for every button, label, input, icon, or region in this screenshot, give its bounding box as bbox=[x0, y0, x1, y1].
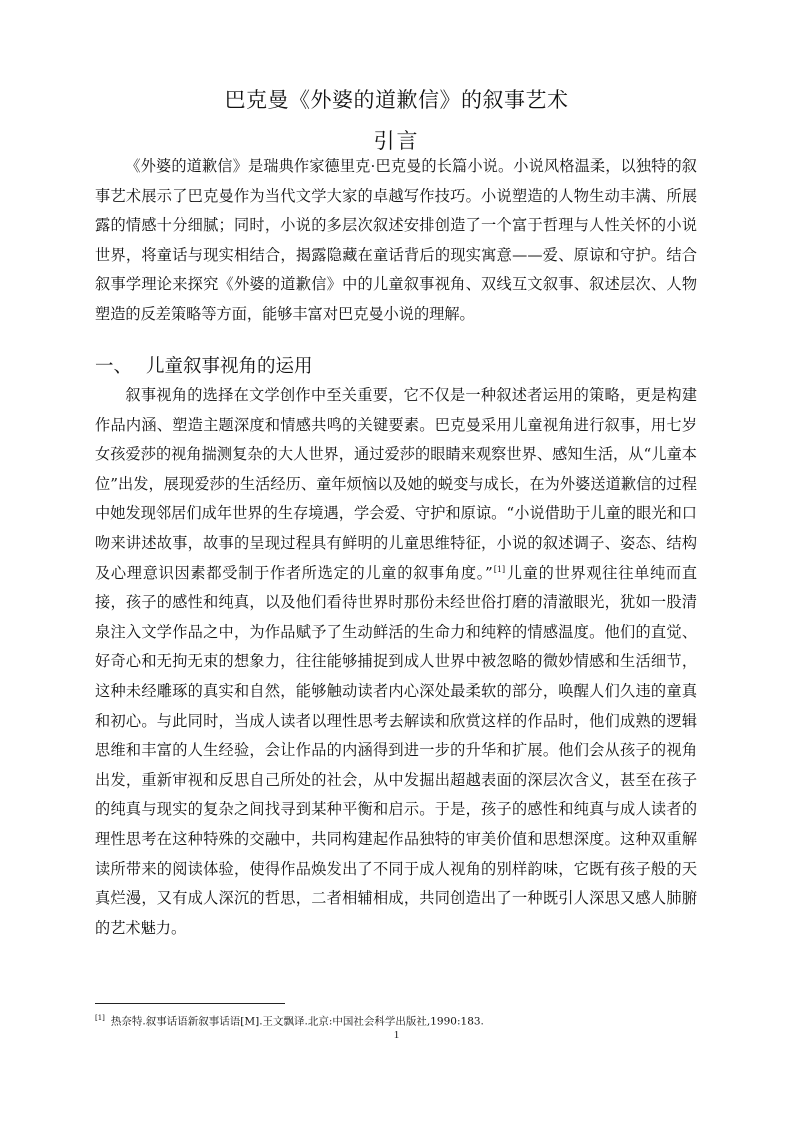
footnote-text: 热奈特.叙事话语新叙事话语[M].王文飘译.北京:中国社会科学出版社,1990:183. bbox=[110, 1015, 484, 1028]
footnote-separator bbox=[95, 1003, 285, 1004]
document-title: 巴克曼《外婆的道歉信》的叙事艺术 bbox=[224, 88, 569, 112]
footnote-1 bbox=[95, 1011, 484, 1029]
section-heading-1 bbox=[95, 353, 313, 381]
paragraph-text-after-citation: 儿童的世界观往往单纯而直接，孩子的感性和纯真，以及他们看待世界时那份未经世俗打磨的清澈眼光，犹如一股清泉注入文学作品之中，为作品赋予了生动鲜活的生命力和纯粹的情感温度。他们的直觉、好奇心和无拘无束的想象力，往往能够捕捉到成人世界中被忽略的微妙情感和生活细节，这种未经雕琢的真实和自然，能够触动读者内心深处最柔软的部分，唤醒人们久违的童真和初心。与此同时，当成人读者以理性思考去解读和欣赏这样的作品时，他们成熟的逻辑思维和丰富的人生经验，会让作品的内涵得到进一步的升华和扩展。他们会从孩子的视角出发，重新审视和反思自己所处的社会，从中发掘出超越表面的深层次含义，甚至在孩子的纯真与现实的复杂之间找寻到某种平衡和启示。于是，孩子的感性和纯真与成人读者的理性思考在这种特殊的交融中，共同构建起作品独特的审美价值和思想深度。这种双重解读所带来的阅读体验，使得作品焕发出了不同于成人视角的别样韵味，它既有孩子般的天真烂漫，又有成人深沉的哲思，二者相辅相成，共同创造出了一种既引人深思又感人肺腑的艺术魅力。 bbox=[95, 563, 698, 937]
section-heading-introduction: 引言 bbox=[373, 129, 420, 153]
section-number: 一、 bbox=[95, 356, 133, 377]
section-1-paragraph bbox=[95, 381, 697, 943]
citation-ref-1[interactable]: [1] bbox=[493, 564, 506, 574]
footnote-mark: [1] bbox=[95, 1014, 105, 1022]
paragraph-text-before-citation: 叙事视角的选择在文学创作中至关重要，它不仅是一种叙述者运用的策略，更是构建作品内涵、塑造主题深度和情感共鸣的关键要素。巴克曼采用儿童视角进行叙事，用七岁女孩爱莎的视角揣测复杂的大人世界，通过爱莎的眼睛来观察世界、感知生活，从“儿童本位”出发，展现爱莎的生活经历、童年烦恼以及她的蜕变与成长，在为外婆送道歉信的过程中她发现邻居们成年世界的生存境遇，学会爱、守护和原谅。“小说借助于儿童的眼光和口吻来讲述故事，故事的呈现过程具有鲜明的儿童思维特征，小说的叙述调子、姿态、结构及心理意识因素都受制于作者所选定的儿童的叙事角度。” bbox=[95, 386, 697, 582]
section-title: 儿童叙事视角的运用 bbox=[146, 356, 313, 377]
intro-paragraph: 《外婆的道歉信》是瑞典作家德里克·巴克曼的长篇小说。小说风格温柔，以独特的叙事艺术展示了巴克曼作为当代文学大家的卓越写作技巧。小说塑造的人物生动丰满、所展露的情感十分细腻；同时，小说的多层次叙述安排创造了一个富于哲理与人性关怀的小说世界，将童话与现实相结合，揭露隐藏在童话背后的现实寓意——爱、原谅和守护。结合叙事学理论来探究《外婆的道歉信》中的儿童叙事视角、双线互文叙事、叙述层次、人物塑造的反差策略等方面，能够丰富对巴克曼小说的理解。 bbox=[95, 157, 697, 323]
page-number: 1 bbox=[393, 1029, 400, 1041]
